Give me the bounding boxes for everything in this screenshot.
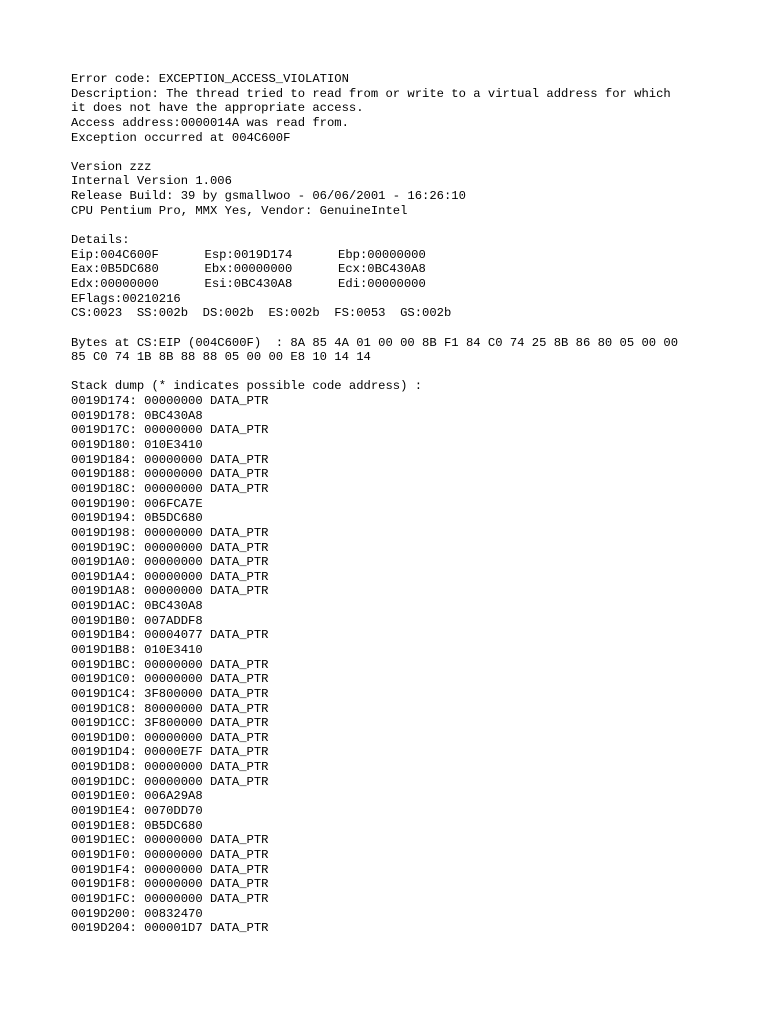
stack-entry: 0019D1E8: 0B5DC680 <box>71 818 203 833</box>
stack-entry: 0019D1C0: 00000000 DATA_PTR <box>71 672 269 687</box>
stack-entry: 0019D188: 00000000 DATA_PTR <box>71 467 269 482</box>
register-edi: Edi:00000000 <box>338 276 426 291</box>
bytes-at-eip-line-1: Bytes at CS:EIP (004C600F) : 8A 85 4A 01 00 00 8B F1 84 C0 74 25 8B 86 80 05 00 00 <box>71 335 679 350</box>
spacer <box>71 145 678 160</box>
eflags: EFlags:00210216 <box>71 291 181 306</box>
crash-report <box>71 72 678 936</box>
stack-entry: 0019D18C: 00000000 DATA_PTR <box>71 481 269 496</box>
register-esi: Esi:0BC430A8 <box>204 276 293 291</box>
register-row <box>71 277 678 292</box>
stack-entry: 0019D198: 00000000 DATA_PTR <box>71 525 269 540</box>
error-description-line-2: it does not have the appropriate access. <box>71 101 364 116</box>
stack-dump-heading: Stack dump (* indicates possible code address) : <box>71 379 423 394</box>
stack-entry: 0019D1D4: 00000E7F DATA_PTR <box>71 745 269 760</box>
stack-entry: 0019D1D8: 00000000 DATA_PTR <box>71 760 269 775</box>
stack-entry: 0019D1F0: 00000000 DATA_PTR <box>71 847 269 862</box>
stack-entry: 0019D1F8: 00000000 DATA_PTR <box>71 877 269 892</box>
stack-entry: 0019D1A8: 00000000 DATA_PTR <box>71 584 269 599</box>
stack-entry: 0019D200: 00832470 <box>71 906 203 921</box>
stack-entry: 0019D204: 000001D7 DATA_PTR <box>71 921 269 936</box>
release-build: Release Build: 39 by gsmallwoo - 06/06/2001 - 16:26:10 <box>71 189 466 204</box>
bytes-at-eip-line-2: 85 C0 74 1B 8B 88 88 05 00 00 E8 10 14 14 <box>71 350 371 365</box>
stack-entry: 0019D1F4: 00000000 DATA_PTR <box>71 862 269 877</box>
register-eax: Eax:0B5DC680 <box>71 262 159 277</box>
register-esp: Esp:0019D174 <box>204 247 293 262</box>
access-address: Access address:0000014A was read from. <box>71 115 349 130</box>
internal-version: Internal Version 1.006 <box>71 174 232 189</box>
stack-entry: 0019D178: 0BC430A8 <box>71 408 203 423</box>
details-heading: Details: <box>71 233 130 248</box>
stack-entry: 0019D1C4: 3F800000 DATA_PTR <box>71 686 269 701</box>
stack-entry: 0019D1A4: 00000000 DATA_PTR <box>71 569 269 584</box>
stack-entry: 0019D184: 00000000 DATA_PTR <box>71 452 269 467</box>
stack-entry: 0019D1BC: 00000000 DATA_PTR <box>71 657 269 672</box>
version: Version zzz <box>71 159 152 174</box>
stack-entry: 0019D1EC: 00000000 DATA_PTR <box>71 833 269 848</box>
spacer <box>71 365 678 380</box>
spacer <box>71 321 678 336</box>
spacer <box>71 218 678 233</box>
exception-location: Exception occurred at 004C600F <box>71 130 291 145</box>
stack-dump-list <box>71 394 678 936</box>
cpu-info: CPU Pentium Pro, MMX Yes, Vendor: GenuineIntel <box>71 203 408 218</box>
register-eip: Eip:004C600F <box>71 247 159 262</box>
register-ebp: Ebp:00000000 <box>338 247 426 262</box>
stack-entry: 0019D19C: 00000000 DATA_PTR <box>71 540 269 555</box>
register-ebx: Ebx:00000000 <box>204 262 293 277</box>
stack-entry: 0019D17C: 00000000 DATA_PTR <box>71 423 269 438</box>
stack-entry: 0019D1C8: 80000000 DATA_PTR <box>71 701 269 716</box>
segment-registers: CS:0023 SS:002b DS:002b ES:002b FS:0053 GS:002b <box>71 306 452 321</box>
stack-entry: 0019D1CC: 3F800000 DATA_PTR <box>71 716 269 731</box>
stack-entry: 0019D1E0: 006A29A8 <box>71 789 203 804</box>
stack-entry: 0019D190: 006FCA7E <box>71 496 203 511</box>
stack-entry: 0019D1B0: 007ADDF8 <box>71 613 203 628</box>
register-row <box>71 248 678 263</box>
register-ecx: Ecx:0BC430A8 <box>338 262 426 277</box>
stack-entry: 0019D1B4: 00004077 DATA_PTR <box>71 628 269 643</box>
stack-entry: 0019D174: 00000000 DATA_PTR <box>71 394 269 409</box>
error-code: Error code: EXCEPTION_ACCESS_VIOLATION <box>71 72 349 86</box>
error-description-line-1: Description: The thread tried to read from or write to a virtual address for which <box>71 86 671 101</box>
stack-entry: 0019D1A0: 00000000 DATA_PTR <box>71 555 269 570</box>
stack-entry: 0019D1E4: 0070DD70 <box>71 804 203 819</box>
stack-entry: 0019D1DC: 00000000 DATA_PTR <box>71 774 269 789</box>
stack-entry: 0019D180: 010E3410 <box>71 438 203 453</box>
register-row <box>71 262 678 277</box>
stack-entry: 0019D194: 0B5DC680 <box>71 511 203 526</box>
stack-entry: 0019D1D0: 00000000 DATA_PTR <box>71 730 269 745</box>
stack-entry: 0019D1AC: 0BC430A8 <box>71 599 203 614</box>
register-edx: Edx:00000000 <box>71 276 159 291</box>
stack-entry: 0019D1FC: 00000000 DATA_PTR <box>71 891 269 906</box>
stack-entry: 0019D1B8: 010E3410 <box>71 642 203 657</box>
